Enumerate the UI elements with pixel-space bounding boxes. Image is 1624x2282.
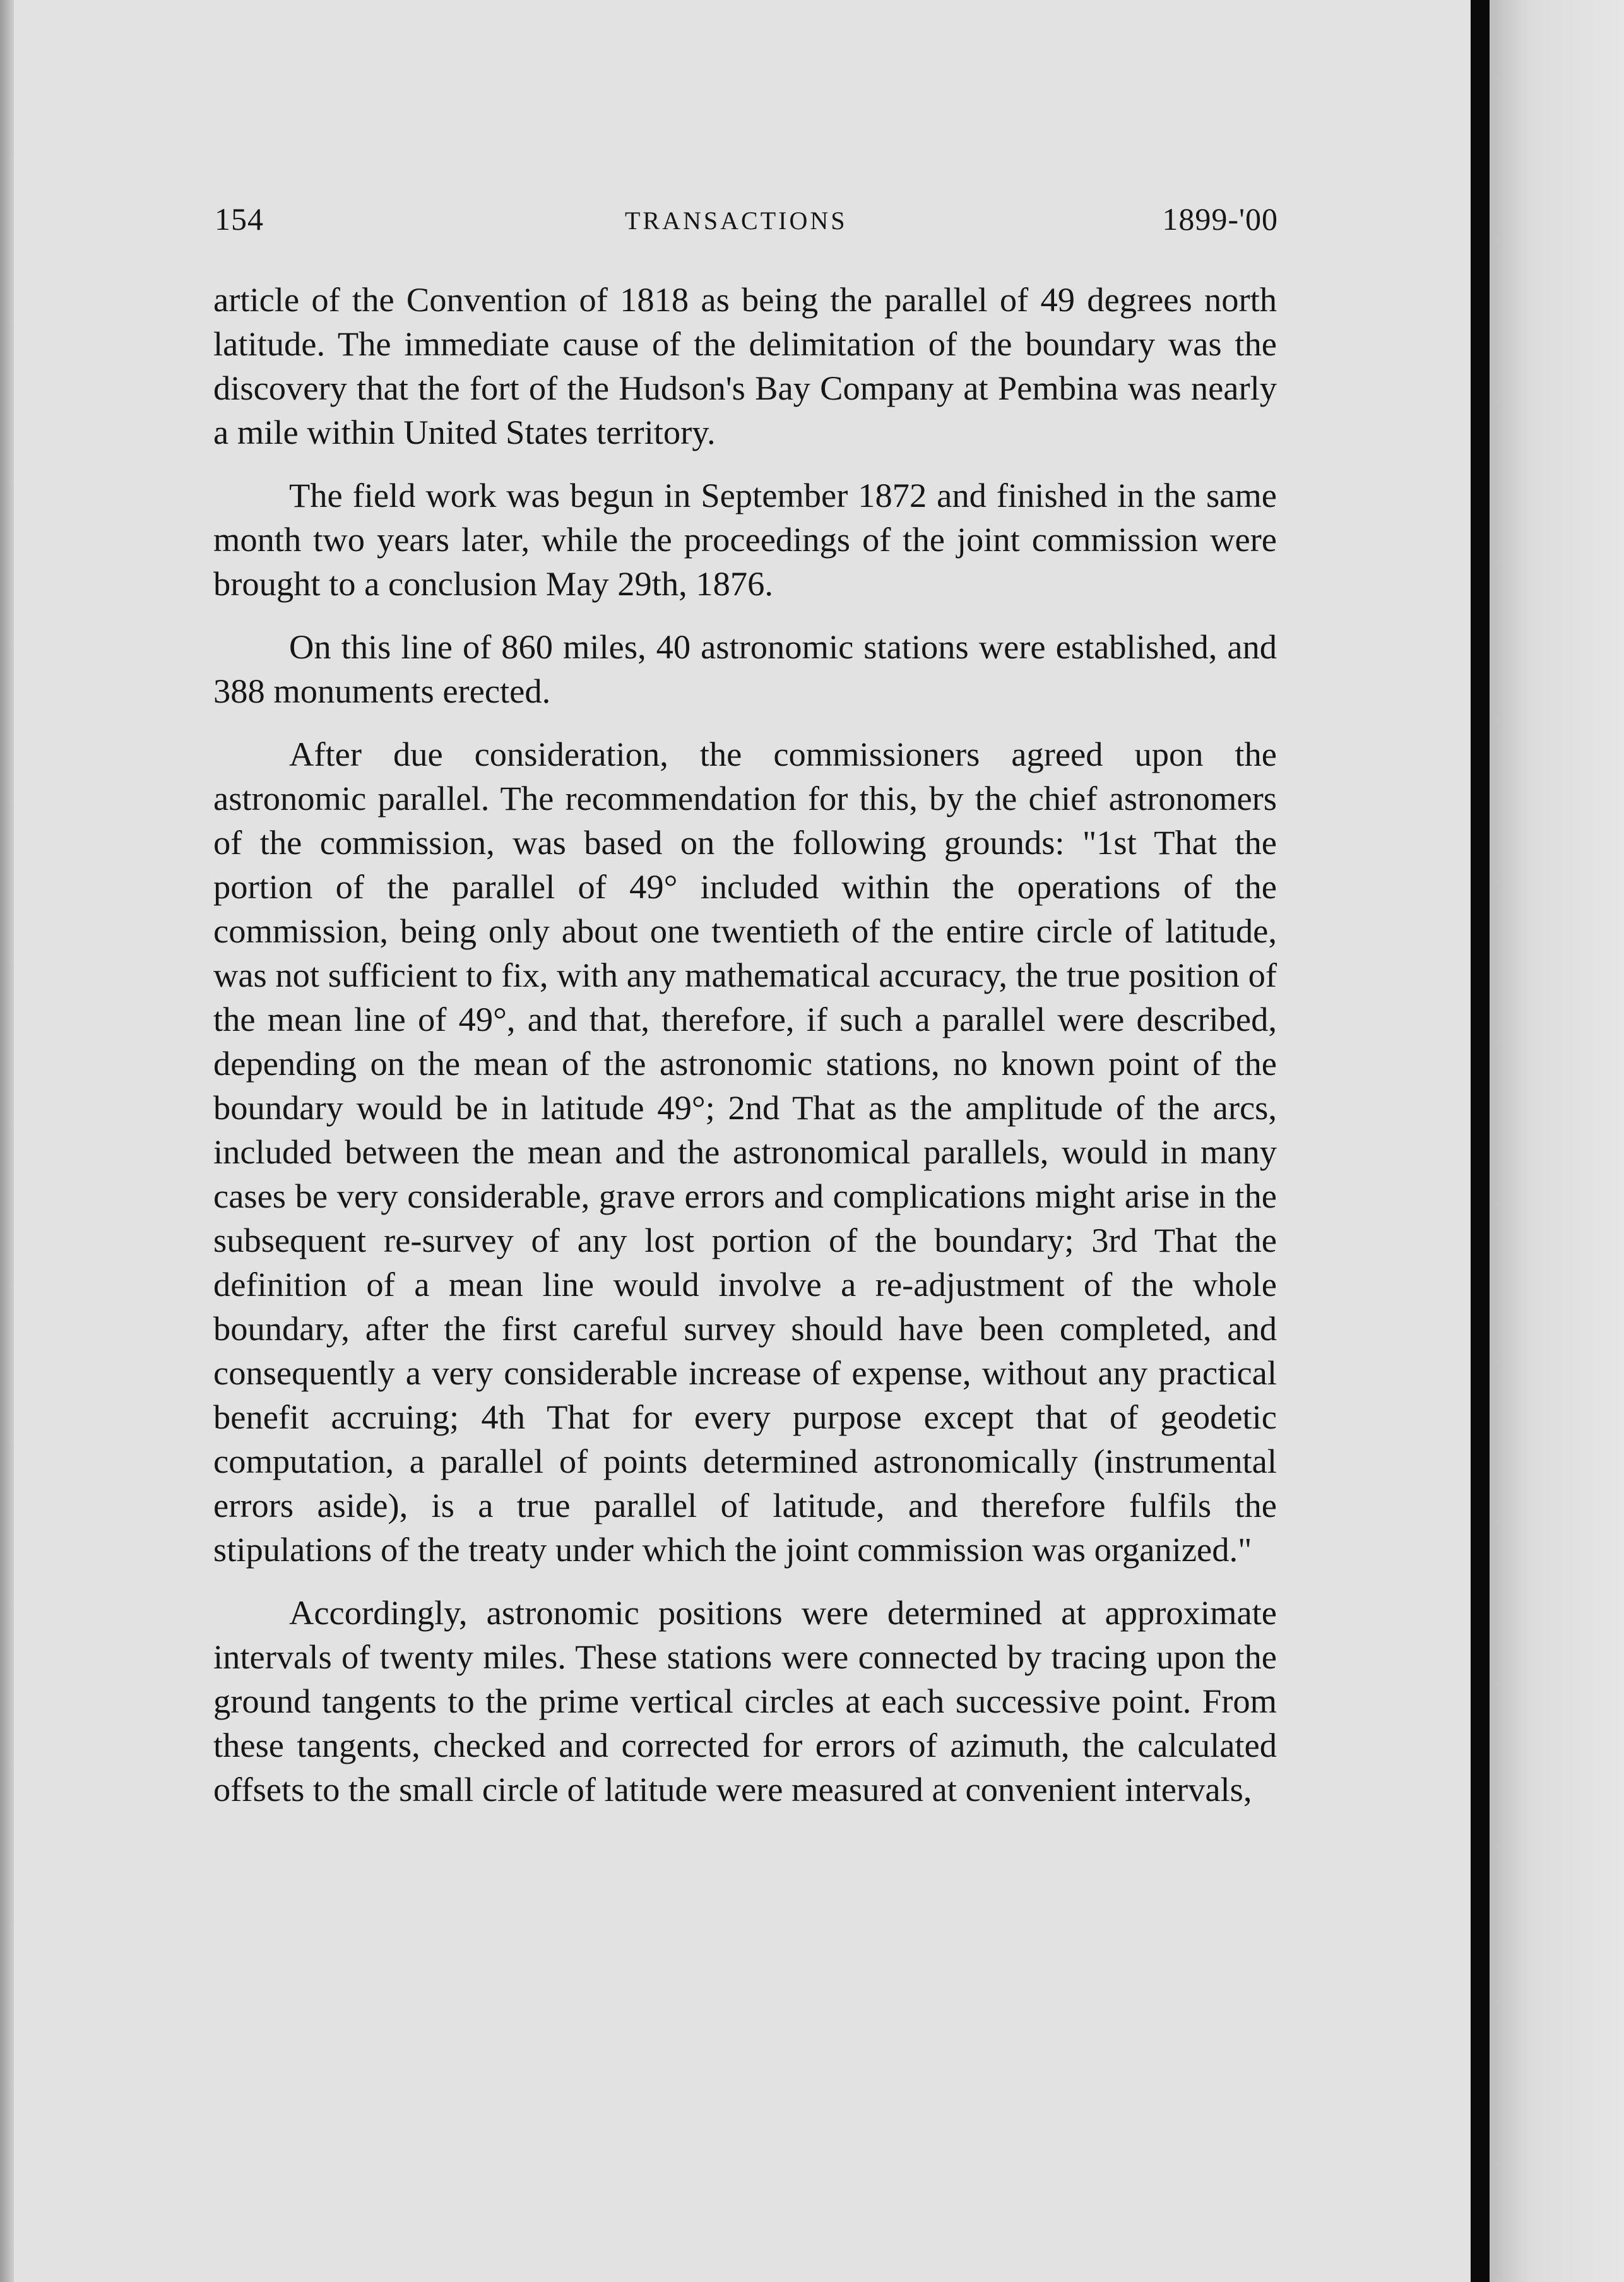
adjacent-page-edge [1490,0,1624,2282]
page-left-edge [0,0,14,2282]
page-number: 154 [215,201,264,237]
paragraph: After due consideration, the commissioners agreed upon the astronomic parallel. The recommendation for this, by the chief astronomers of the commission, was based on the following grounds: "1st That the portion of the parallel of 49° included within the operations of the commission, being only about one twentieth of the entire circle of latitude, was not sufficient to fix, with any mathematical accuracy, the true position of the mean line of 49°, and that, therefore, if such a parallel were described, depending on the mean of the astronomic stations, no known point of the boundary would be in latitude 49°; 2nd That as the amplitude of the arcs, included between the mean and the astronomical parallels, would in many cases be very considerable, grave errors and complications might arise in the subsequent re-survey of any lost portion of the boundary; 3rd That the definition of a mean line would involve a re-adjustment of the whole boundary, after the first careful survey should have been completed, and consequently a very considerable increase of expense, without any practical benefit accruing; 4th That for every purpose except that of geodetic computation, a parallel of points determined astronomically (instrumental errors aside), is a true parallel of latitude, and therefore fulfils the stipulations of the treaty under which the joint commission was organized." [213,735,1277,1569]
body-text [213,278,1277,1812]
volume-years: 1899-'00 [1162,201,1278,237]
paragraph: On this line of 860 miles, 40 astronomic stations were established, and 388 monuments erected. [213,627,1277,710]
paragraph: The field work was begun in September 1872 and finished in the same month two years later, while the proceedings of the joint commission were brought to a conclusion May 29th, 1876. [213,476,1277,603]
book-gutter [1471,0,1490,2282]
page-header [215,201,1278,245]
paragraph: article of the Convention of 1818 as being the parallel of 49 degrees north latitude. The immediate cause of the delimitation of the boundary was the discovery that the fort of the Hudson's Bay Company at Pembina was nearly a mile within United States territory. [213,280,1277,451]
paragraph: Accordingly, astronomic positions were determined at approximate intervals of twenty miles. These stations were connected by tracing upon the ground tangents to the prime vertical circles at each successive point. From these tangents, checked and corrected for errors of azimuth, the calculated offsets to the small circle of latitude were measured at convenient intervals, [213,1593,1277,1809]
running-head: TRANSACTIONS [625,206,848,235]
